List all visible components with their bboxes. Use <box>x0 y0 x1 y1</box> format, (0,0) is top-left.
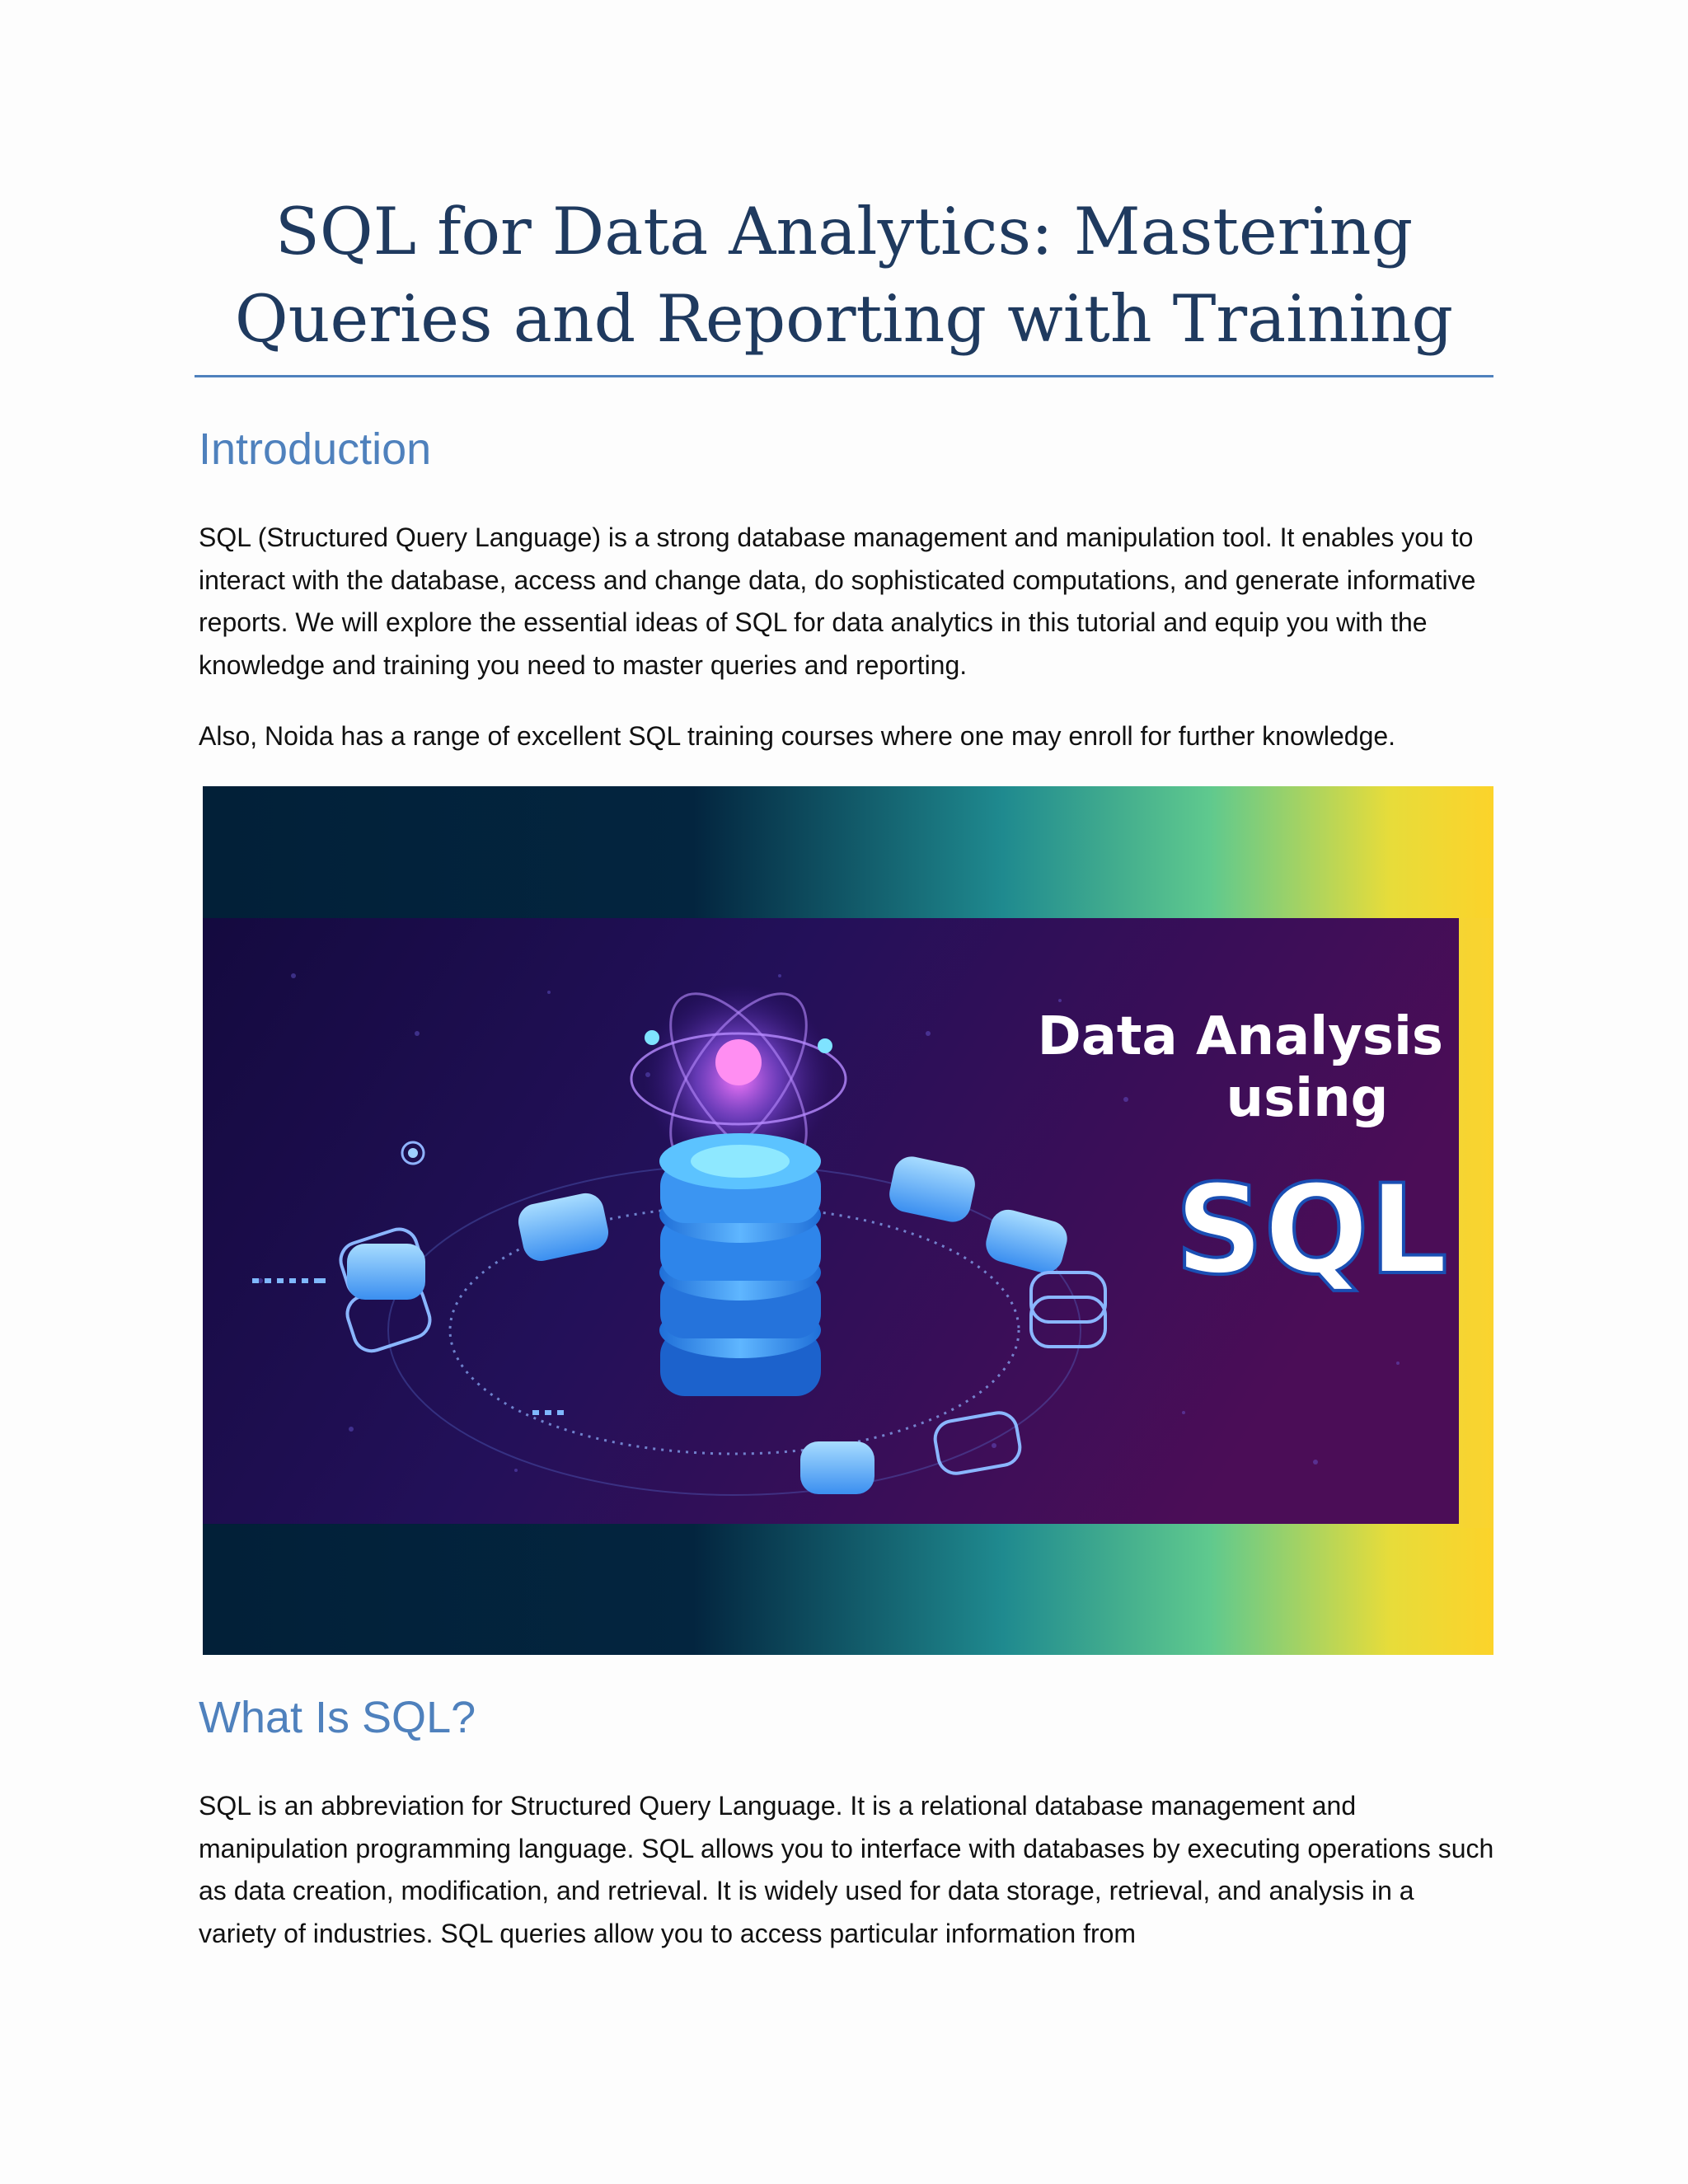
heading-introduction: Introduction <box>199 424 432 474</box>
what-is-sql-paragraph: SQL is an abbreviation for Structured Query Language. It is a relational database management and manipulation programming language. SQL allows you to interface with databases by executing operations such as data creation, modification, and retrieval. It is widely used for data storage, retrieval, and analysis in a variety of industries. SQL queries allow you to access particular information from <box>199 1791 1494 1948</box>
banner-line-1: Data Analysis <box>1037 1006 1443 1067</box>
document-title <box>195 188 1493 363</box>
title-line-2: Queries and Reporting with Training <box>234 281 1454 357</box>
heading-what-is-sql: What Is SQL? <box>199 1693 476 1742</box>
banner-line-2: using <box>1226 1068 1389 1129</box>
intro-paragraph-1: SQL (Structured Query Language) is a strong database management and manipulation tool. It enables you to interact with the database, access and change data, do sophisticated computations, and generate informative reports. We will explore the essential ideas of SQL for data analytics in this tutorial and equip you with the knowledge and training you need to master queries and reporting. <box>199 523 1476 680</box>
intro-paragraph-2: Also, Noida has a range of excellent SQL training courses where one may enroll for further knowledge. <box>199 721 1396 751</box>
title-line-1: SQL for Data Analytics: Mastering <box>274 194 1414 269</box>
sql-banner-image <box>203 786 1493 1655</box>
banner-sql-wordmark: SQL <box>1175 1159 1448 1302</box>
title-underline <box>195 375 1493 377</box>
